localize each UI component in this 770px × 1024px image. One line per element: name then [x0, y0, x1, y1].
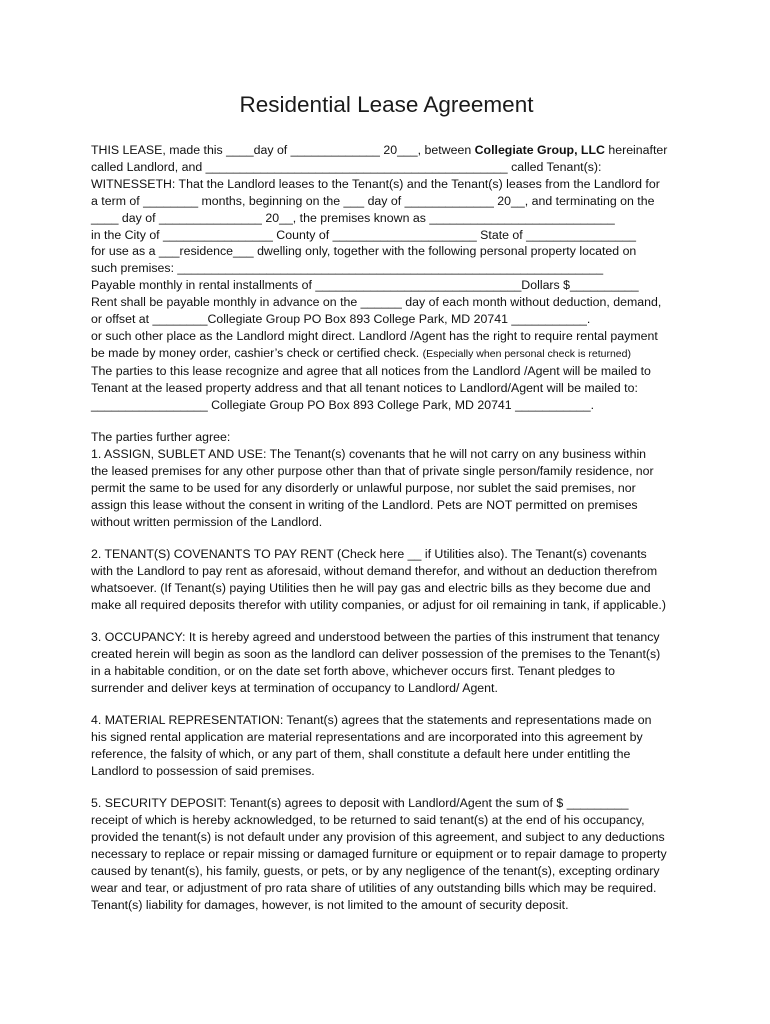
opening-line: Rent shall be payable monthly in advance on the ______ day of each month without deduction, demand,	[91, 295, 662, 310]
section-line: surrender and deliver keys at termination of occupancy to Landlord/ Agent.	[91, 680, 498, 695]
section-line: assign this lease without the consent in writing of the Landlord. Pets are NOT permitted on premises	[91, 497, 638, 512]
section-line: whatsoever. (If Tenant(s) paying Utilities then he will pay gas and electric bills as they become due and	[91, 580, 651, 595]
section-line: the leased premises for any other purpose other than that of private single person/family residence, nor	[91, 463, 654, 478]
section-line: 3. OCCUPANCY: It is hereby agreed and understood between the parties of this instrument that tenancy	[91, 630, 660, 645]
section-line: make all required deposits therefor with utility companies, or adjust for oil remaining in tank, if applicable.)	[91, 597, 666, 612]
check-note: (Especially when personal check is returned)	[422, 347, 631, 360]
section-pay-rent	[91, 546, 682, 614]
opening-text: THIS LEASE, made this ____day of _____________ 20___, between	[91, 143, 475, 157]
section-line: Landlord to possession of said premises.	[91, 763, 315, 778]
opening-line: or offset at ________Collegiate Group PO Box 893 College Park, MD 20741 ___________.	[91, 312, 591, 327]
section-material-representation	[91, 712, 682, 780]
opening-line: ____ day of _______________ 20__, the premises known as ___________________________	[91, 210, 615, 225]
opening-line: for use as a ___residence___ dwelling only, together with the following personal property located on	[91, 244, 637, 259]
section-line: provided the tenant(s) is not default under any provision of this agreement, and subject to any deductions	[91, 830, 665, 845]
section-line: necessary to replace or repair missing or damaged furniture or equipment or to repair damage to property	[91, 847, 667, 862]
section-line: reference, the falsity of which, or any part of them, shall constitute a default here under entitling the	[91, 747, 631, 761]
opening-line: such premises: ______________________________________________________________	[91, 261, 604, 276]
section-line: 2. TENANT(S) COVENANTS TO PAY RENT (Check here __ if Utilities also). The Tenant(s) covenants	[91, 546, 647, 561]
opening-line: Payable monthly in rental installments of ______________________________Dollars $__________	[91, 278, 639, 293]
lease-opening	[91, 142, 682, 414]
section-security-deposit	[91, 795, 682, 913]
section-line: Tenant(s) liability for damages, however, is not limited to the amount of security deposit.	[91, 897, 569, 912]
landlord-name: Collegiate Group, LLC	[474, 143, 605, 157]
agree-intro: The parties further agree:	[91, 430, 231, 444]
opening-line	[91, 345, 682, 363]
section-line: 4. MATERIAL REPRESENTATION: Tenant(s) agrees that the statements and representations made on	[91, 713, 652, 728]
section-line: 1. ASSIGN, SUBLET AND USE: The Tenant(s) covenants that he will not carry on any business within	[91, 446, 647, 461]
opening-line: The parties to this lease recognize and agree that all notices from the Landlord /Agent will be mailed to	[91, 363, 651, 378]
section-line: in a habitable condition, or on the date set forth above, whichever occurs first. Tenant pledges to	[91, 663, 616, 678]
section-line: 5. SECURITY DEPOSIT: Tenant(s) agrees to deposit with Landlord/Agent the sum of $ _________	[91, 796, 629, 811]
section-agreement	[91, 429, 682, 530]
section-line: permit the same to be used for any disorderly or unlawful purpose, nor sublet the said premises, nor	[91, 480, 636, 495]
opening-line: called Landlord, and ____________________________________________ called Tenant(s):	[91, 159, 602, 174]
opening-line: in the City of ________________ County of _____________________ State of ________________	[91, 227, 636, 242]
section-line: caused by tenant(s), his family, guests, or pets, or by any negligence of the tenant(s), excepting ordinary	[91, 863, 660, 878]
section-line: created herein will begin as soon as the landlord can deliver possession of the premises to the Tenant(s)	[91, 646, 661, 661]
section-line: without written permission of the Landlord.	[91, 514, 323, 529]
section-line: wear and tear, or adjustment of pro rata share of utilities of any outstanding bills which may be required.	[91, 880, 657, 895]
section-line: receipt of which is hereby acknowledged, to be returned to said tenant(s) at the end of his occupancy,	[91, 813, 645, 828]
opening-line: _________________ Collegiate Group PO Box 893 College Park, MD 20741 ___________.	[91, 397, 595, 412]
opening-line	[91, 142, 682, 159]
opening-text: be made by money order, cashier’s check or certified check.	[91, 345, 423, 360]
opening-line: or such other place as the Landlord might direct. Landlord /Agent has the right to require rental payment	[91, 328, 658, 343]
opening-text: hereinafter	[604, 143, 668, 157]
opening-line: Tenant at the leased property address and that all tenant notices to Landlord/Agent will be mailed to:	[91, 380, 638, 395]
section-line: with the Landlord to pay rent as aforesaid, without demand therefor, and without an deduction therefrom	[91, 563, 658, 578]
opening-line: a term of ________ months, beginning on the ___ day of _____________ 20__, and terminating on the	[91, 193, 655, 208]
document-title: Residential Lease Agreement	[239, 92, 534, 117]
opening-line: WITNESSETH: That the Landlord leases to the Tenant(s) and the Tenant(s) leases from the Landlord for	[91, 176, 660, 191]
section-occupancy	[91, 629, 682, 697]
section-line: his signed rental application are material representations and are incorporated into this agreement by	[91, 730, 643, 745]
